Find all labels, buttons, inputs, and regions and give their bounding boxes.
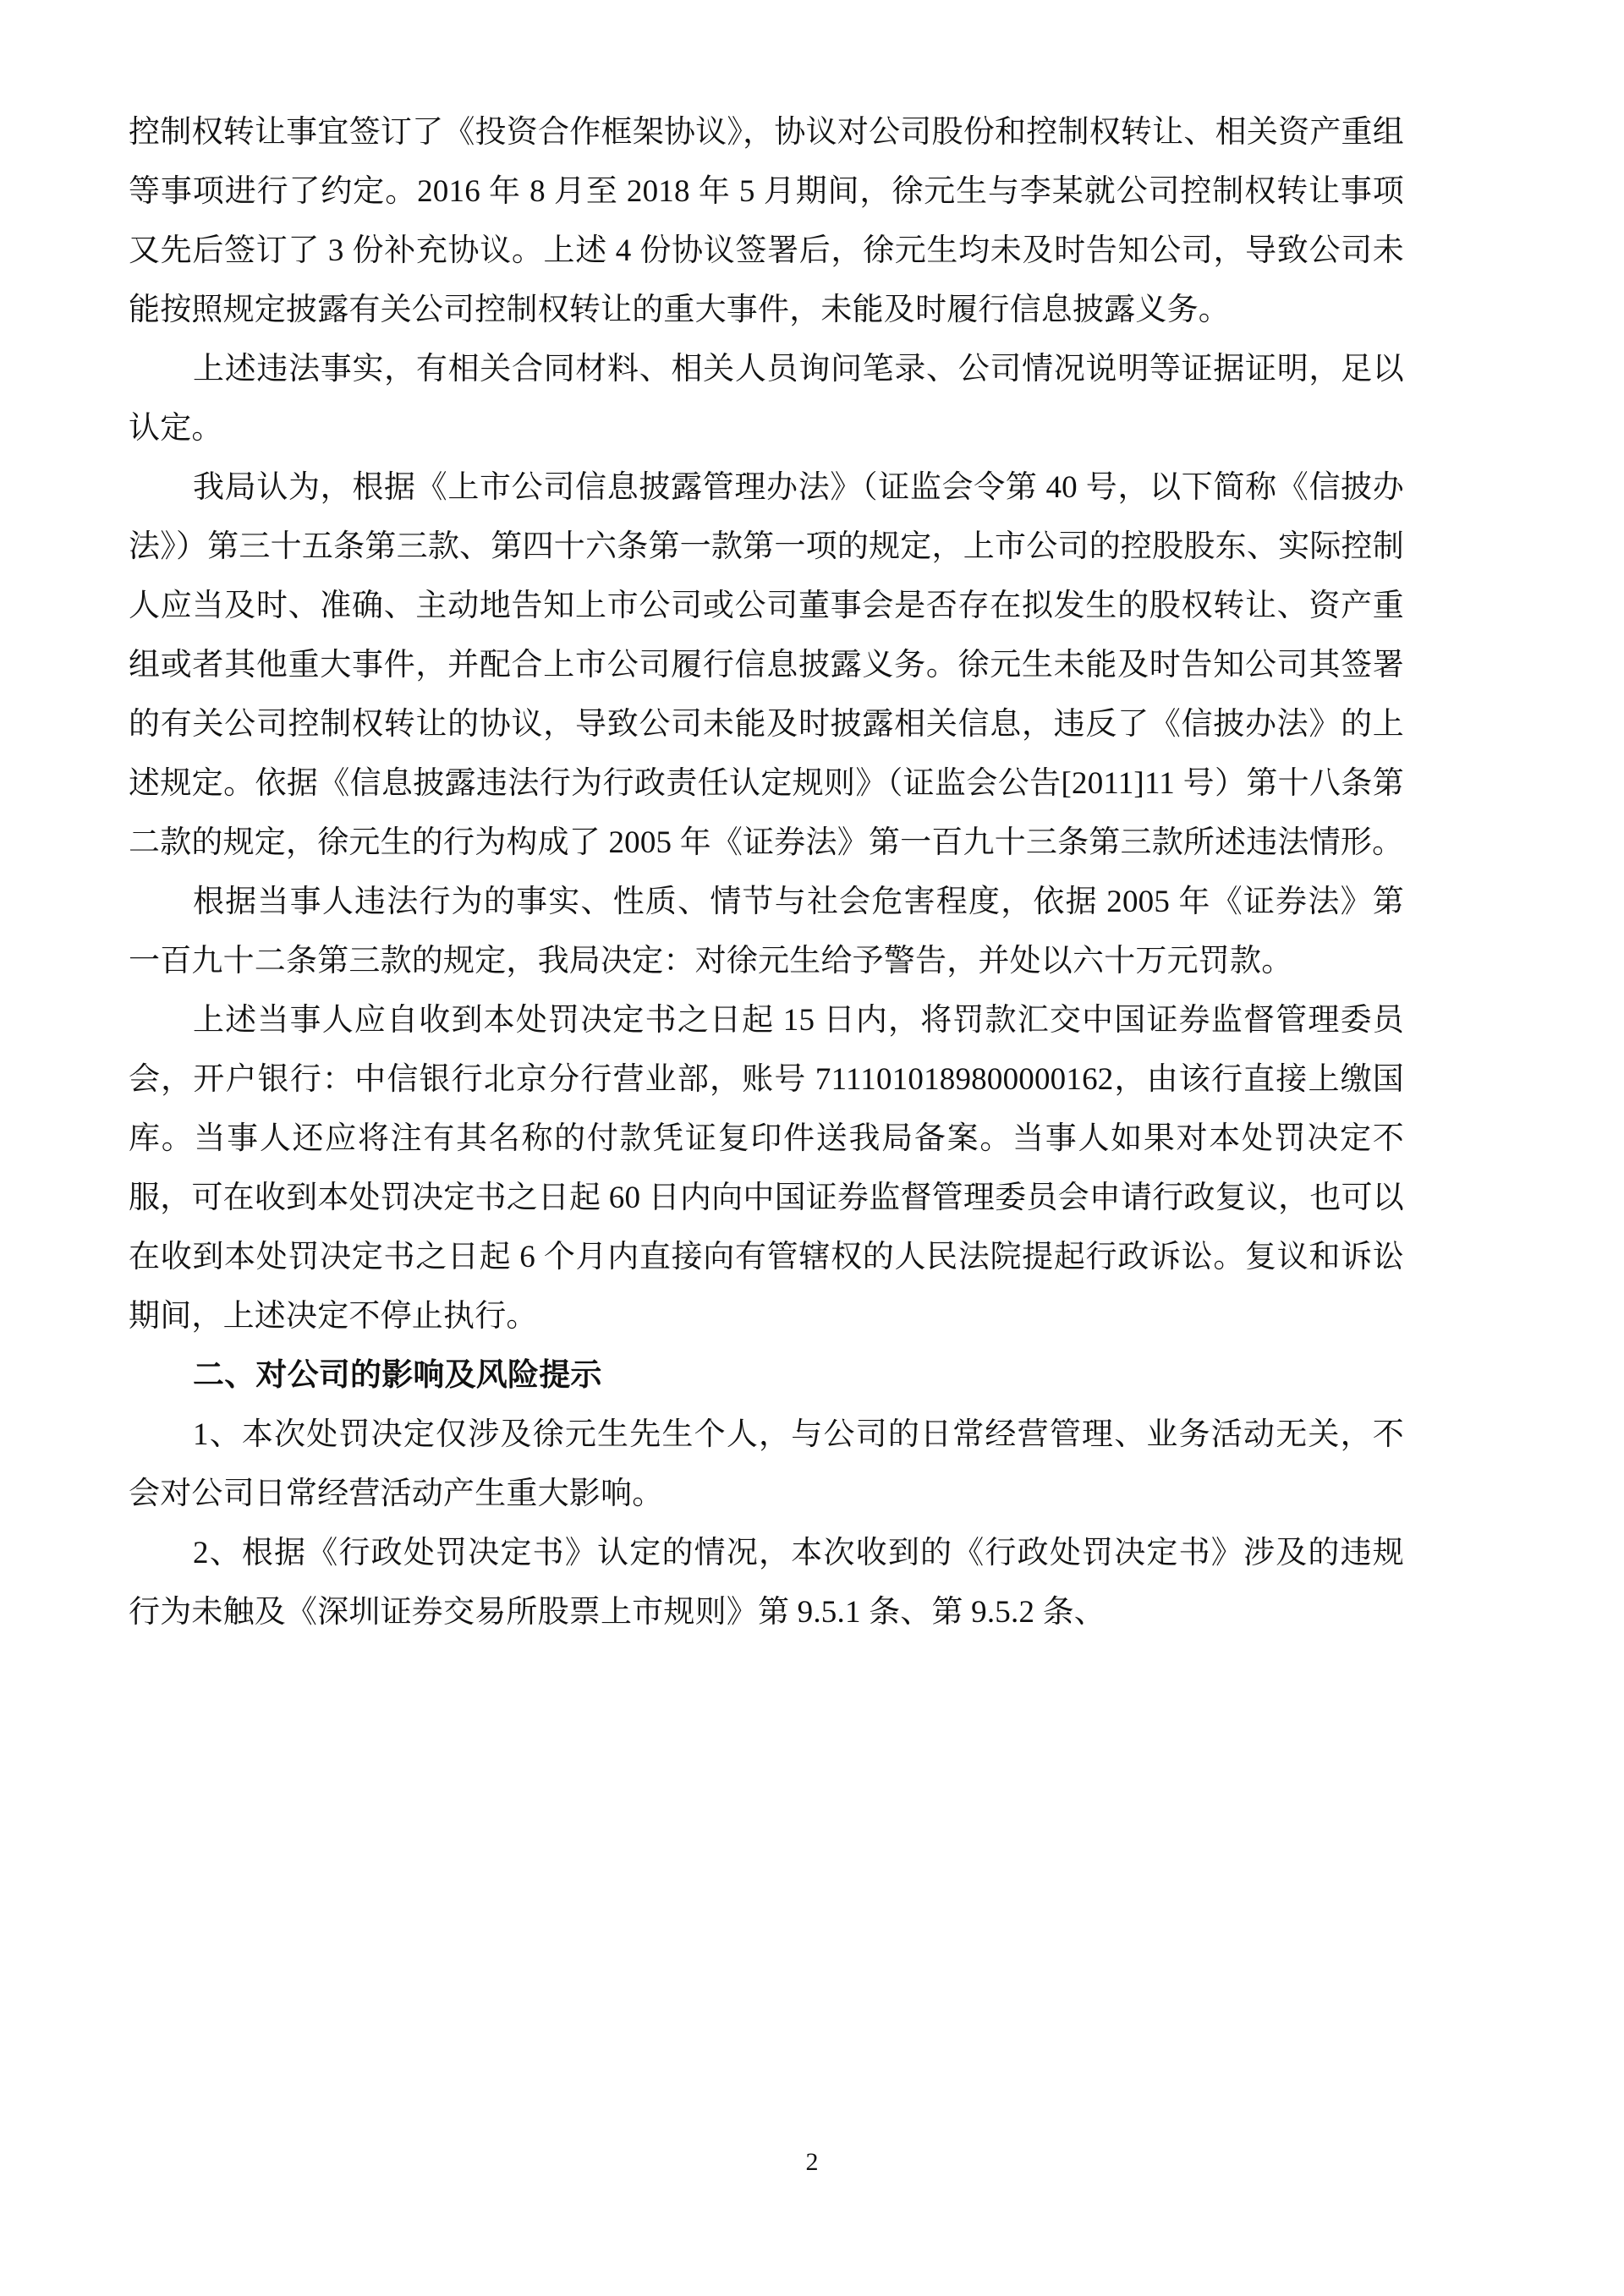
page-number: 2 xyxy=(805,2148,819,2176)
paragraph-payment-and-appeal: 上述当事人应自收到本处罚决定书之日起 15 日内，将罚款汇交中国证券监督管理委员会，开户银行：中信银行北京分行营业部，账号 7111010189800000162，由该行直接上缴国库。当事人还应将注有其名称的付款凭证复印件送我局备案。当事人如果对本处罚决定不服，可在收到本处罚决定书之日起 60 日内向中国证券监督管理委员会申请行政复议，也可以在收到本处罚决定书之日起 6 个月内直接向有管辖权的人民法院提起行政诉讼。复议和诉讼期间，上述决定不停止执行。 xyxy=(129,1003,1404,1334)
document-body xyxy=(129,103,1404,1642)
section-heading-impact-and-risk: 二、对公司的影响及风险提示 xyxy=(193,1358,602,1393)
paragraph-continuation-facts: 控制权转让事宜签订了《投资合作框架协议》，协议对公司股份和控制权转让、相关资产重组等事项进行了约定。2016 年 8 月至 2018 年 5 月期间，徐元生与李某就公司控制权转让事项又先后签订了 3 份补充协议。上述 4 份协议签署后，徐元生均未及时告知公司，导致公司未能按照规定披露有关公司控制权转让的重大事件，未能及时履行信息披露义务。 xyxy=(129,115,1404,327)
paragraph-legal-basis: 我局认为，根据《上市公司信息披露管理办法》（证监会令第 40 号，以下简称《信披办法》）第三十五条第三款、第四十六条第一款第一项的规定，上市公司的控股股东、实际控制人应当及时、准确、主动地告知上市公司或公司董事会是否存在拟发生的股权转让、资产重组或者其他重大事件，并配合上市公司履行信息披露义务。徐元生未能及时告知公司其签署的有关公司控制权转让的协议，导致公司未能及时披露相关信息，违反了《信披办法》的上述规定。依据《信息披露违法行为行政责任认定规则》（证监会公告[2011]11 号）第十八条第二款的规定，徐元生的行为构成了 2005 年《证券法》第一百九十三条第三款所述违法情形。 xyxy=(129,470,1404,860)
paragraph-item-1: 1、本次处罚决定仅涉及徐元生先生个人，与公司的日常经营管理、业务活动无关，不会对公司日常经营活动产生重大影响。 xyxy=(129,1417,1404,1511)
paragraph-item-2: 2、根据《行政处罚决定书》认定的情况，本次收到的《行政处罚决定书》涉及的违规行为未触及《深圳证券交易所股票上市规则》第 9.5.1 条、第 9.5.2 条、 xyxy=(129,1536,1404,1630)
paragraph-evidence: 上述违法事实，有相关合同材料、相关人员询问笔录、公司情况说明等证据证明，足以认定。 xyxy=(129,352,1404,446)
paragraph-penalty-decision: 根据当事人违法行为的事实、性质、情节与社会危害程度，依据 2005 年《证券法》第一百九十二条第三款的规定，我局决定：对徐元生给予警告，并处以六十万元罚款。 xyxy=(129,885,1404,978)
